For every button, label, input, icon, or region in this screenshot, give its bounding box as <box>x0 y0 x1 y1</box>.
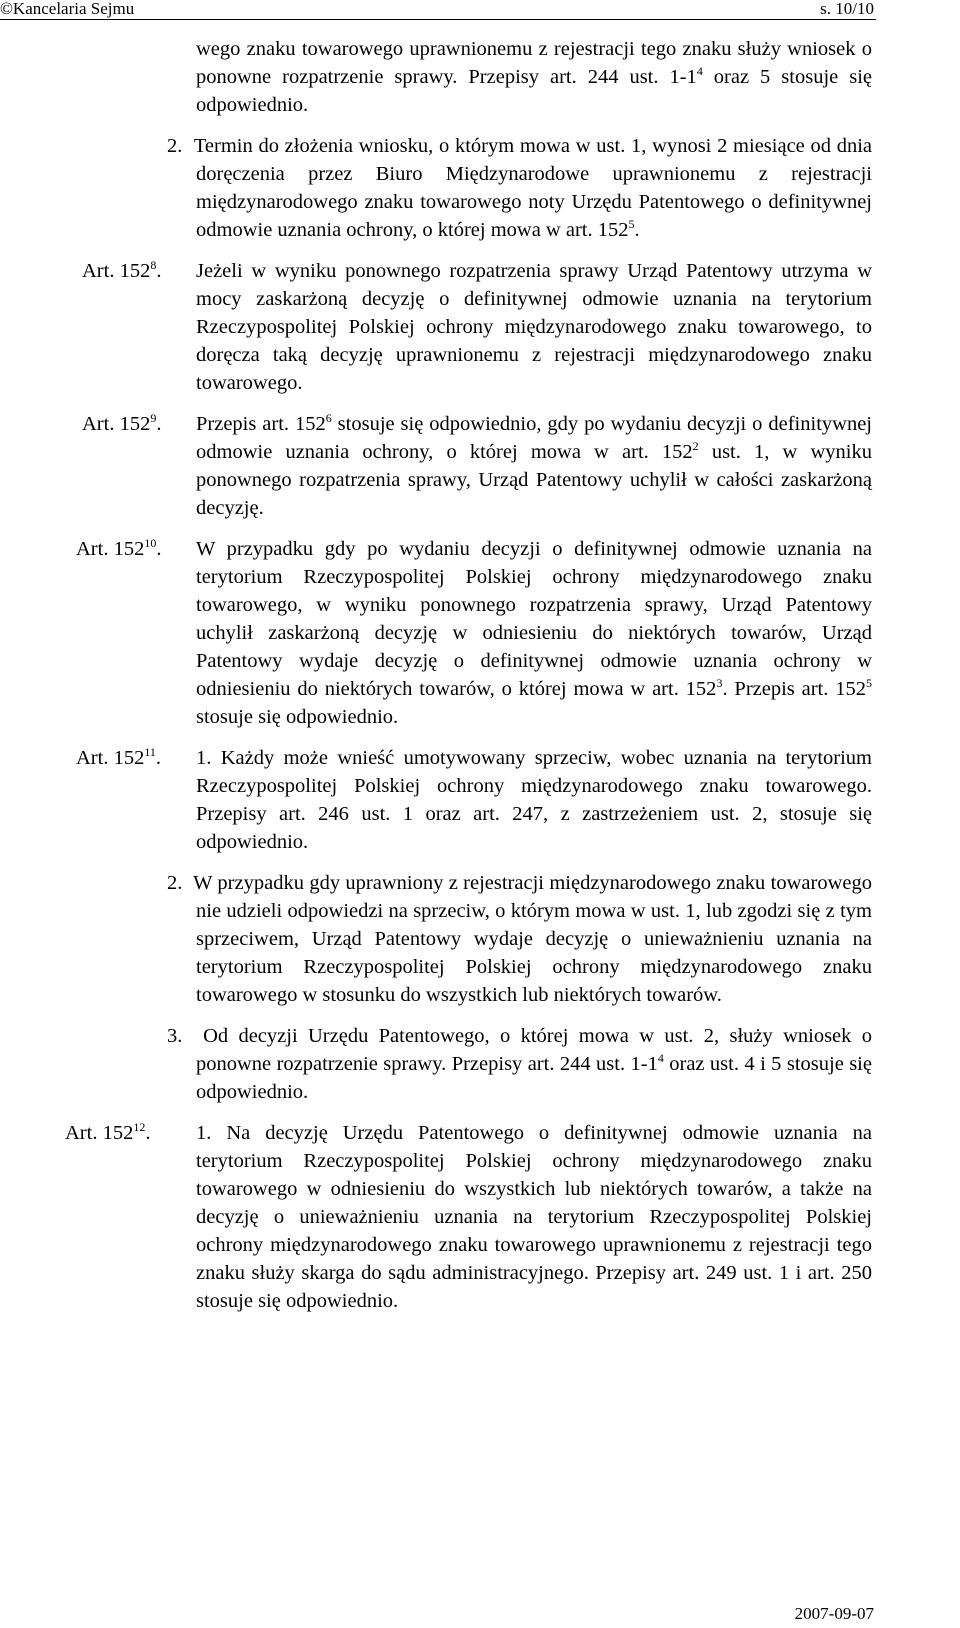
paragraph-item-2: 2. Termin do złożenia wniosku, o którym mowa w ust. 1, wynosi 2 miesiące od dnia doręczenia przez Biuro Międzynarodowe uprawnionemu z rejestracji międzynarodowego znaku towarowego noty Urzędu Patentowego o definitywnej odmowie uznania ochrony, o której mowa w art. $152^5$. <box>167 135 873 241</box>
header-rule <box>0 19 876 20</box>
item-number: 2. <box>167 135 183 157</box>
item-number: 2. <box>167 872 183 894</box>
document-body <box>0 35 960 1315</box>
item-number: 3. <box>167 1025 183 1047</box>
article-152-10: Art. $152^{10}$. W przypadku gdy po wydaniu decyzji o definitywnej odmowie uznania na terytorium Rzeczypospolitej Polskiej ochrony międzynarodowego znaku towarowego, w wyniku ponownego rozpatrzenia sprawy, Urząd Patentowy uchylił zaskarżoną decyzję w odniesieniu do niektórych towarów, Urząd Patentowy wydaje decyzję o definitywnej odmowie uznania ochrony w odniesieniu do niektórych towarów, o której mowa w art. $152^3$. Przepis art. $152^5$ stosuje się odpowiednio. <box>76 536 872 728</box>
article-152-9: Art. $152^9$. Przepis art. $152^6$ stosuje się odpowiednio, gdy po wydaniu decyzji o definitywnej odmowie uznania ochrony, o której mowa w art. $152^2$ ust. 1, w wyniku ponownego rozpatrzenia sprawy, Urząd Patentowy uchylił w całości zaskarżoną decyzję. <box>82 411 872 519</box>
article-label: Art. $152^9$. <box>82 411 162 435</box>
article-label: Art. $152^{12}$. <box>65 1120 151 1144</box>
page-header <box>0 0 960 22</box>
article-152-12: Art. $152^{12}$. 1. Na decyzję Urzędu Patentowego o definitywnej odmowie uznania na terytorium Rzeczypospolitej Polskiej ochrony międzynarodowego znaku towarowego w odniesieniu do wszystkich lub niektórych towarów, a także na decyzję o unieważnieniu uznania na terytorium Rzeczypospolitej Polskiej ochrony międzynarodowego znaku towarowego uprawnionemu z rejestracji tego znaku służy skarga do sądu administracyjnego. Przepisy art. 249 ust. 1 i art. 250 stosuje się odpowiednio. <box>65 1120 872 1312</box>
footer-date: 2007-09-07 <box>794 1604 874 1623</box>
article-152-11-item-2: 2. W przypadku gdy uprawniony z rejestracji międzynarodowego znaku towarowego nie udzieli odpowiedzi na sprzeciw, o którym mowa w ust. 1, lub zgodzi się z tym sprzeciwem, Urząd Patentowy wydaje decyzję o unieważnieniu uznania na terytorium Rzeczypospolitej Polskiej ochrony międzynarodowego znaku towarowego w stosunku do wszystkich lub niektórych towarów. <box>167 872 872 1006</box>
article-152-8: Art. $152^8$. Jeżeli w wyniku ponownego rozpatrzenia sprawy Urząd Patentowy utrzyma w mocy zaskarżoną decyzję o definitywnej odmowie uznania na terytorium Rzeczypospolitej Polskiej ochrony międzynarodowego znaku towarowego, to doręcza taką decyzję uprawnionemu z rejestracji międzynarodowego znaku towarowego. <box>82 258 872 394</box>
article-label: Art. $152^8$. <box>82 258 162 282</box>
article-152-11: Art. $152^{11}$. 1. Każdy może wnieść umotywowany sprzeciw, wobec uznania na terytorium Rzeczypospolitej Polskiej ochrony międzynarodowego znaku towarowego. Przepisy art. 246 ust. 1 oraz art. 247, z zastrzeżeniem ust. 2, stosuje się odpowiednio. <box>76 745 872 853</box>
continued-paragraph: wego znaku towarowego uprawnionemu z rejestracji tego znaku służy wniosek o ponowne rozpatrzenie sprawy. Przepisy art. 244 ust. $1-1^4$ oraz 5 stosuje się odpowiednio. <box>196 38 872 116</box>
article-152-11-item-3: 3. Od decyzji Urzędu Patentowego, o której mowa w ust. 2, służy wniosek o ponowne rozpatrzenie sprawy. Przepisy art. 244 ust. $1-1^4$ oraz ust. 4 i 5 stosuje się odpowiednio. <box>167 1025 872 1103</box>
article-label: Art. $152^{11}$. <box>76 745 162 769</box>
header-source: ©Kancelaria Sejmu <box>0 0 135 18</box>
header-page-number: s. 10/10 <box>820 0 874 18</box>
article-label: Art. $152^{10}$. <box>76 536 162 560</box>
